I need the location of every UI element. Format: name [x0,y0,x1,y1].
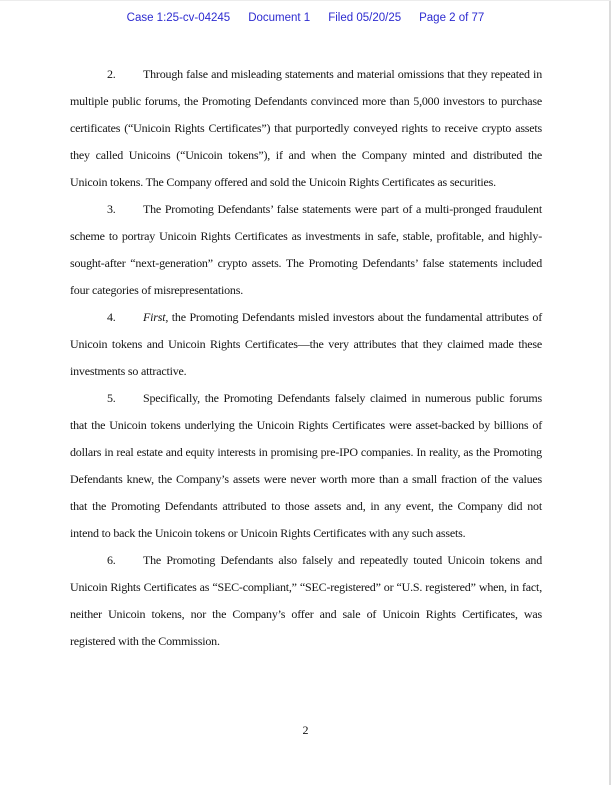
document-paragraphs [70,61,542,655]
paragraph-text: Specifically, the Promoting Defendants falsely claimed in numerous public forums that the Unicoin tokens underlying the Unicoin Rights Certificates were asset-backed by billions of dollars in real estate and equity interests in promising pre-IPO companies. In reality, as the Promoting Defendants knew, the Company’s assets were never worth more than a small fraction of the values that the Promoting Defendants attributed to those assets and, in any event, the Company did not intend to back the Unicoin tokens or Unicoin Rights Certificates with any such assets. [70,391,542,540]
paragraph-number: 3. [107,202,116,216]
paragraph-number: 6. [107,553,116,567]
paragraph-number: 5. [107,391,116,405]
paragraph-number: 2. [107,67,116,81]
paragraph-text: Through false and misleading statements and material omissions that they repeated in multiple public forums, the Promoting Defendants convinced more than 5,000 investors to purchase certificates (“Unicoin Rights Certificates”) that purportedly conveyed rights to receive crypto assets they called Unicoins (“Unicoin tokens”), if and when the Company minted and distributed the Unicoin tokens. The Company offered and sold the Unicoin Rights Certificates as securities. [70,67,542,189]
court-filing-header [0,11,611,26]
page-count: Page 2 of 77 [419,12,485,24]
paragraph [70,547,542,655]
paragraph-text: The Promoting Defendants also falsely and repeatedly touted Unicoin tokens and Unicoin Rights Certificates as “SEC-compliant,” “SEC-registered” or “U.S. registered” when, in fact, neither Unicoin tokens, nor the Company’s offer and sale of Unicoin Rights Certificates, was registered with the Commission. [70,553,542,648]
case-number: Case 1:25-cv-04245 [126,12,231,24]
paragraph-text: the Promoting Defendants misled investors about the fundamental attributes of Unicoin tokens and Unicoin Rights Certificates—the very attributes that they claimed made these investments so attractive. [70,310,542,378]
document-number: Document 1 [248,12,311,24]
paragraph [70,61,542,196]
page-number: 2 [302,723,309,737]
paragraph [70,385,542,547]
paragraph-number: 4. [107,310,116,324]
paragraph [70,304,542,385]
paragraph [70,196,542,304]
paragraph-text: First, [143,310,169,324]
filed-date: Filed 05/20/25 [328,12,402,24]
paragraph-text: The Promoting Defendants’ false statements were part of a multi-pronged fraudulent scheme to portray Unicoin Rights Certificates as investments in safe, stable, profitable, and highly-sought-after “next-generation” crypto assets. The Promoting Defendants’ false statements included four categories of misrepresentations. [70,202,542,297]
